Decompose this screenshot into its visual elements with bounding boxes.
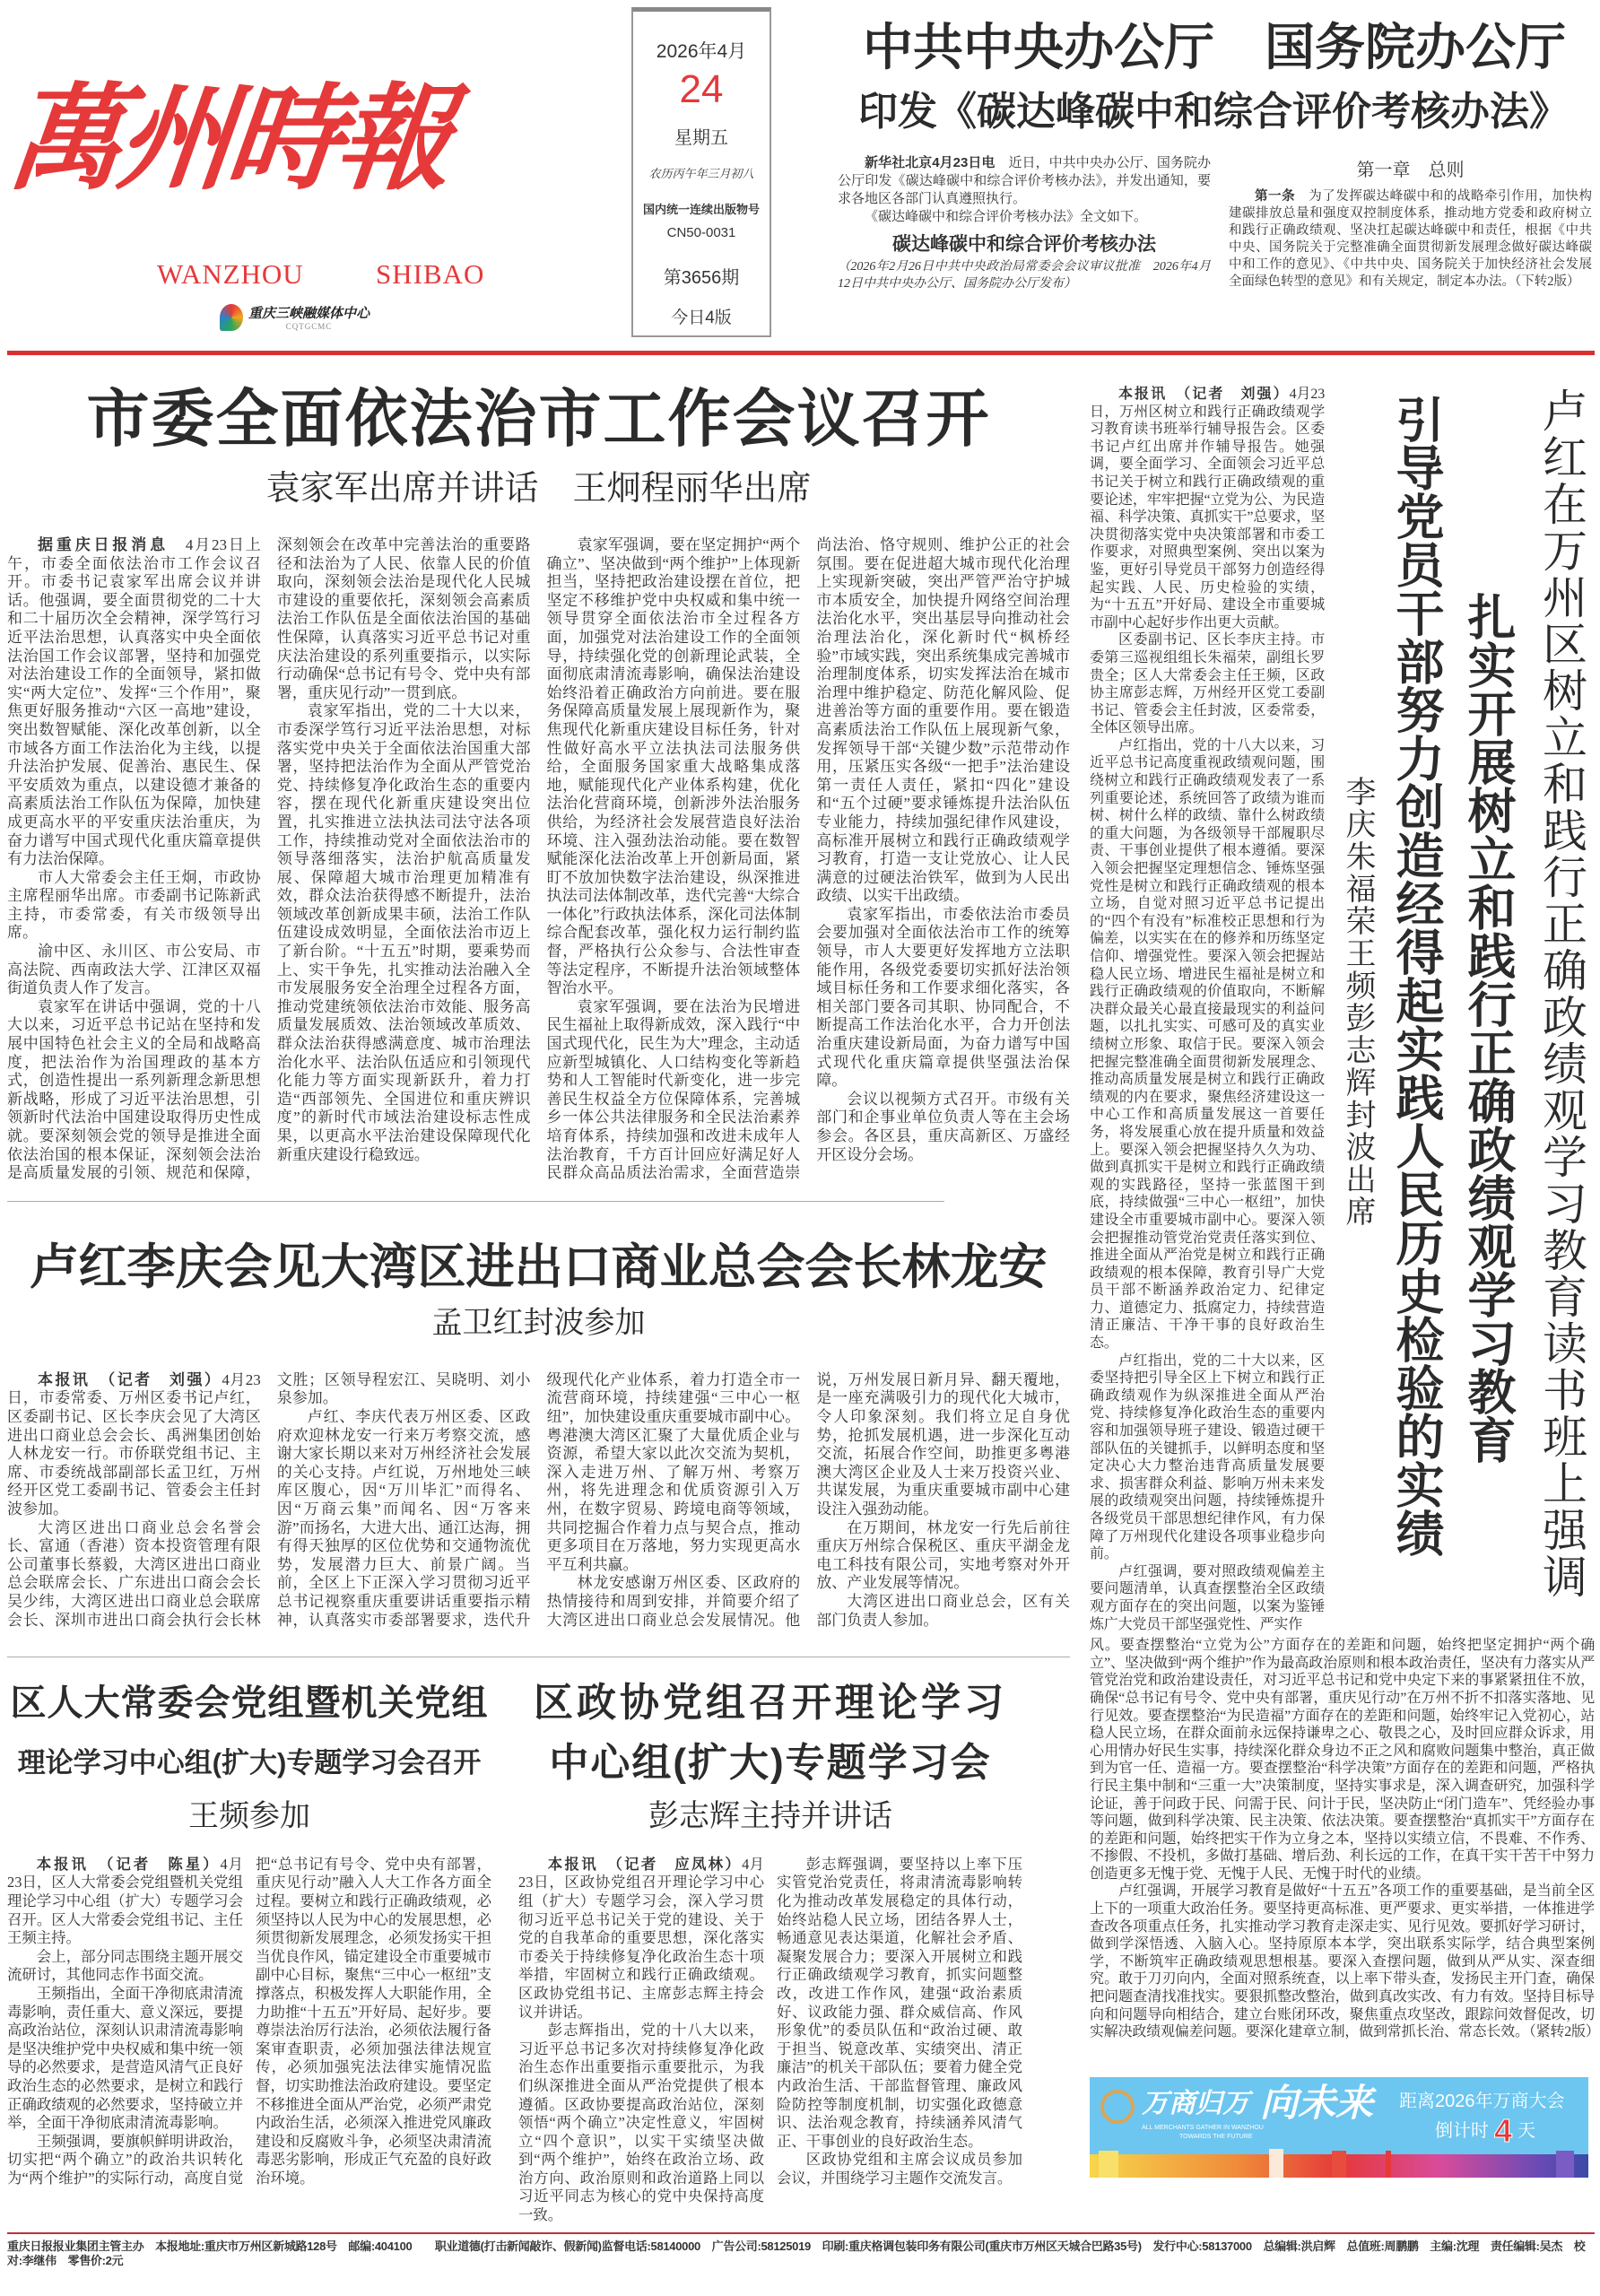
story-2-paragraph: 4月23日，市委常委、万州区委书记卢红，区委副书记、区长李庆会见了大湾区进出口商业总会会长、禹洲集团创始人林龙安一行。市侨联党组书记、主席、市委统战部副部长孟卫红，万州经开区党工委副书记、管委会主任封波参加。: [7, 1370, 261, 1518]
story-4-paragraph: 彭志辉指出，党的十八大以来，习近平总书记多次对持续修复净化政治生态作出重要指示重要批示，为我们纵深推进全面从严治党提供了根本遵循。区政协要提高政治站位，深刻领悟“两个确立”决定性意义，牢固树立“四个意识”，以实干实绩坚决做到“两个维护”，始终在政治立场、政治方向、政治原则和政治道路上同以习近平同志为核心的党中央保持高度一致。: [518, 2022, 764, 2224]
story-4-headline-line-1: 区政协党组召开理论学习: [534, 1680, 1007, 1725]
main-headline: 市委全面依法治市工作会议召开: [86, 384, 991, 454]
main-story-paragraph: 会议以视频方式召开。市级有关部门和企事业单位负责人等在主会场参会。各区县，重庆高新区、万盛经开区设分会场。: [816, 1090, 1070, 1163]
story-5-vertical-headlines: [1325, 386, 1595, 1628]
story-3-lead: 本报讯 （记者 陈星）: [36, 1856, 221, 1873]
story-5-top: [1090, 386, 1595, 1633]
story-4-subhead: 彭志辉主持并讲话: [648, 1799, 892, 1833]
story-3-paragraph: 王频指出，全面干净彻底肃清流毒影响，责任重大、意义深远，要提高政治站位，深刻认识肃清流毒影响是坚决维护党中央权威和集中统一领导的必然要求，是营造风清气正良好政治生态的必然要求，是树立和践行正确政绩观的必然要求，坚持破立并举，全面干净彻底肃清流毒影响。: [7, 1984, 243, 2132]
story-5-paragraph: 4月23日，万州区树立和践行正确政绩观学习教育读书班举行辅导报告会。区委书记卢红出席并作辅导报告。她强调，要全面学习、全面领会习近平总书记关于树立和践行正确政绩观的重要论述，牢牢把握“立党为公、为民造福、科学决策、真抓实干”总要求，坚决贯彻落实党中央决策部署和市委工作要求，对照典型案例、突出以案为鉴，更好引导党员干部努力创造经得起实践、人民、历史检验的实绩，为“十五五”开好局、建设全市重要城市副中心起好步作出更大贡献。: [1090, 387, 1325, 631]
ad-skyline-building: [1556, 2151, 1574, 2178]
ad-english-1: ALL MERCHANTS GATHER IN WANZHOU: [1142, 2124, 1264, 2131]
top-story-intro: [838, 154, 1211, 226]
story-5-paragraph: 卢红强调，要对照政绩观偏差主要问题清单，认真查摆整治全区政绩观方面存在的突出问题，以案为鉴锤炼广大党员干部坚强党性、严实作: [1090, 1563, 1325, 1632]
ad-countdown-days: 4: [1494, 2111, 1513, 2149]
top-headline-line-1: 中共中央办公厅 国务院办公厅: [863, 19, 1566, 75]
story-5-headline-line-2: 引导党员干部努力创造经得起实践人民历史检验的实绩: [1389, 395, 1443, 1557]
story-3-headline-line-1: 区人大常委会党组暨机关党组: [10, 1683, 489, 1723]
footer-imprint: 重庆日报报业集团主管主办 本报地址:重庆市万州区新城路128号 邮编:404100 职业道德(打击新闻敲诈、假新闻)监督电话:58140000 广告公司:58125019 印刷:重庆格调包装印务有限公司(重庆市万州区天城合巴路35号) 发行中心:58137000 总编辑:洪启辉 总值班:周鹏鹏 主编:沈理 责任编辑:吴杰 校对:李继伟 零售价:2元: [7, 2239, 1586, 2267]
story-3-headline-line-2: 理论学习中心组(扩大)专题学习会召开: [17, 1746, 482, 1779]
top-story-article: [1229, 188, 1592, 291]
main-story-lead: 据重庆日报消息: [38, 536, 169, 553]
story-4-paragraph: 4月23日，区政协党组召开理论学习中心组（扩大）专题学习会，深入学习贯彻习近平总书记关于党的建设、关于党的自我革命的重要思想，深化落实市委关于持续修复净化政治生态十项举措，牢固树立和践行正确政绩观。区政协党组书记、主席彭志辉主持会议并讲话。: [518, 1855, 764, 2021]
story-2-paragraph: 大湾区进出口商业总会名誉会长、富通（香港）资本投资管理有限公司董事长蔡毅，大湾区进出口商业总会联席会长、广东进出口商会会长吴少纬，大湾区进出口商业总会联席会长、深圳市进出口商会执行会长林文胜；区领导程宏江、吴晓明、刘小泉参加。: [7, 1370, 531, 1629]
story-2-headline: 卢红李庆会见大湾区进出口商业总会会长林龙安: [30, 1239, 1048, 1294]
story-2-lead: 本报讯 （记者 刘强）: [38, 1370, 222, 1388]
top-story-article-text: 为了发挥碳达峰碳中和的战略牵引作用，加快构建碳排放总量和强度双控制度体系，推动地方党委和政府树立和践行正确政绩观、坚决扛起碳达峰碳中和责任，根据《中共中央、国务院关于完整准确全面贯彻新发展理念做好碳达峰碳中和工作的意见》、《中共中央、国务院关于加快经济社会发展全面绿色转型的意见》和有关规定，制定本办法。（下转2版）: [1229, 189, 1592, 289]
story-3-body: [7, 1856, 491, 2188]
story-3-subhead: 王频参加: [188, 1799, 310, 1833]
ad-skyline-bridge: [1386, 2151, 1391, 2178]
main-story-paragraph: 4月23日上午，市委全面依法治市工作会议召开。市委书记袁家军出席会议并讲话。他强调，要全面贯彻党的二十大和二十届历次全会精神，深学笃行习近平法治思想，认真落实中央全面依法治国工作会议部署，坚持和加强党对法治建设工作的全面领导，紧扣做实“两大定位”、发挥“三个作用”，聚焦更好服务推动“六区一高地”建设，突出数智赋能、深化改革创新，以全市域各方面工作法治化为主线，以提升法治护发展、促善治、惠民生、保平安质效为重点，以建设德才兼备的高素质法治工作队伍为保障，加快建成更高水平的平安重庆法治重庆，为奋力谱写中国式现代化重庆篇章提供有力法治保障。: [7, 536, 261, 868]
masthead-logo: 萬州時報: [2, 72, 454, 206]
date-lunar: 农历丙午年三月初八: [648, 167, 754, 180]
date-year-month: 2026年4月: [656, 41, 747, 62]
story-4-lead: 本报讯 （记者 应凤林）: [547, 1856, 743, 1873]
serial-label: 国内统一连续出版物号: [642, 203, 760, 216]
story-4-body: [518, 1856, 1022, 2225]
main-story-paragraph: 袁家军指出，市委依法治市委员会要加强对全面依法治市工作的统筹领导，市人大要更好发挥地方立法职能作用，各级党委要切实抓好法治领域目标任务和工作要求细化落实，各相关部门要各司其职、协同配合，不断提高工作法治化水平，合力开创法治重庆建设新局面，为奋力谱写中国式现代化重庆篇章提供坚强法治保障。: [816, 905, 1070, 1090]
story-3: [7, 1675, 491, 2225]
story-5-lead: 本报讯 （记者 刘强）: [1118, 387, 1290, 402]
publisher-logo-name: 重庆三峡融媒体中心: [248, 307, 370, 321]
main-story-paragraph: 袁家军指出，党的二十大以来，市委深学笃行习近平法治思想，对标落实党中央关于全面依法治国重大部署，坚持把法治作为全面从严管党治党、持续修复净化政治生态的重要内容，摆在现代化新重庆建设突出位置，扎实推进立法执法司法守法各项工作，持续推动党对全面依法治市的领导落细落实，法治护航高质量发展、保障超大城市治理更加精准有效，群众法治获得感不断提升，法治领域改革创新成果丰硕，法治工作队伍建设成效明显，全面依法治市迈上了新台阶。“十五五”时期，要乘势而上、实干争先，扎实推动法治融入全市发展服务安全治理全过程各方面，推动党建统领依法治市效能、服务高质量发展质效、法治领域改革质效、群众法治获得感满意度、城市治理法治化水平、法治队伍适应和引领现代化能力等方面实现新跃升，着力打造“西部领先、全国进位和重庆辨识度”的新时代市域法治建设标志性成果，以更高水平法治建设保障现代化新重庆建设行稳致远。: [276, 702, 531, 1163]
story-2-paragraph: 林龙安感谢万州区委、区政府的热情接待和周到安排，并简要介绍了大湾区进出口商业总会发展情况。他说，万州发展日新月异、翻天覆地，是一座充满吸引力的现代化大城市，令人印象深刻。我们将立足自身优势，抢抓发展机遇，进一步深化互动交流，拓展合作空间，助推更多粤港澳大湾区企业及人士来万投资兴业、共谋发展，为重庆重要城市副中心建设注入强劲动能。: [546, 1370, 1070, 1629]
top-story-doc-note: （2026年2月26日中共中央政治局常委会会议审议批准 2026年4月12日中共中央办公厅、国务院办公厅发布）: [838, 260, 1211, 291]
top-story-paragraph: 近日，中共中央办公厅、国务院办公厅印发《碳达峰碳中和综合评价考核办法》，并发出通知，要求各地区各部门认真遵照执行。: [838, 156, 1211, 206]
publisher-logo-abbr: CQTGCMC: [285, 322, 333, 331]
main-subhead: 袁家军出席并讲话 王炯程丽华出席: [265, 470, 812, 508]
story-4: [518, 1675, 1022, 2225]
story-2-body: [7, 1371, 1070, 1637]
date-box: [631, 7, 771, 337]
issue-number: 第3656期: [663, 268, 740, 288]
top-story-paragraph: 《碳达峰碳中和综合评价考核办法》全文如下。: [865, 210, 1148, 224]
top-story-right-block: [1229, 158, 1592, 291]
publisher-logo: [220, 303, 370, 331]
story-5-paragraph: 区委副书记、区长李庆主持。市委第三巡视组组长朱福荣，副组长罗贵全；区人大常委会主任王频，区政协主席彭志辉，万州经开区党工委副书记、管委会主任封波，区委常委，全体区领导出席。: [1090, 632, 1325, 736]
date-day: 24: [679, 67, 724, 111]
main-story-paragraph: 袁家军强调，要在坚定拥护“两个确立”、坚决做到“两个维护”上体现新担当，坚持把政治建设摆在首位，把坚定不移维护党中央权威和集中统一领导贯穿全面依法治市全过程各方面，加强党对法治建设工作的全面领导，持续强化党的创新理论武装，全面彻底肃清流毒影响，确保法治建设始终沿着正确政治方向前进。要在服务保障高质量发展上展现新作为，聚焦现代化新重庆建设目标任务，针对性做好高水平立法执法司法服务供给，全面服务国家重大战略集成落地，赋能现代化产业体系构建，优化法治化营商环境，创新涉外法治服务供给，为经济社会发展营造良好法治环境、注入强劲法治动能。要在数智赋能深化法治改革上开创新局面，紧盯不放加快数字法治建设，纵深推进执法司法体制改革，迭代完善“大综合一体化”行政执法体系，深化司法体制综合配套改革，强化权力运行制约监督，严格执行公众参与、合法性审查等法定程序，不断提升法治领域整体智治水平。: [546, 536, 801, 997]
story-2-paragraph: 卢红、李庆代表万州区委、区政府欢迎林龙安一行来万考察交流，感谢大家长期以来对万州经济社会发展的关心支持。卢红说，万州地处三峡库区腹心，因“万川毕汇”而得名、因“万商云集”而闻名、因“万客来游”而扬名，大进大出、通江达海，拥有得天独厚的区位优势和交通物流优势，发展潜力巨大、前景广阔。当前，全区上下正深入学习贯彻习近平总书记视察重庆重要讲话重要指示精神，认真落实市委部署要求，迭代升级现代化产业体系，着力打造全市一流营商环境，持续建强“三中心一枢纽”，加快建设重庆重要城市副中心。粤港澳大湾区汇聚了大量优质企业与资源，希望大家以此次交流为契机，深入走进万州、了解万州、考察万州，将先进理念和优质资源引入万州，在数字贸易、跨境电商等领域，共同挖掘合作着力点与契合点，推动更多项目在万落地，努力实现更高水平互利共赢。: [276, 1370, 801, 1629]
story-4-paragraph: 彭志辉强调，要坚持以上率下压实管党治党责任，将肃清流毒影响转化为推动改革发展稳定的具体行动，始终站稳人民立场，团结各界人士，畅通意见表达渠道，化解社会矛盾、凝聚发展合力；要深入开展树立和践行正确政绩观学习教育，抓实问题整改，改进工作作风，建强“政治素质好、议政能力强、群众威信高、作风形象优”的委员队伍和“政治过硬、敢于担当、锐意改革、实绩突出、清正廉洁”的机关干部队伍；要着力健全党内政治生活、干部监督管理、廉政风险防控等制度机制，切实强化政德意识、法治观念教育，持续涵养风清气正、干事创业的良好政治生态。: [777, 1855, 1022, 2150]
ad-skyline-building: [1099, 2151, 1118, 2178]
ad-skyline-tower: [1269, 2149, 1283, 2178]
ad-slogan: 向未来: [1260, 2083, 1374, 2125]
top-story-doc-title: 碳达峰碳中和综合评价考核办法: [892, 233, 1156, 255]
main-story-paragraph: 市人大常委会主任王炯，市政协主席程丽华出席。市委副书记陈新武主持，市委常委，有关市级领导出席。: [7, 868, 261, 942]
ad-countdown: [1435, 2113, 1535, 2149]
masthead-english-name: WANZHOU SHIBAO: [157, 258, 485, 290]
story-5-kicker: 卢红在万州区树立和践行正确政绩观学习教育读书班上强调: [1536, 387, 1587, 1600]
bottom-stories-row: [7, 1675, 1070, 2225]
story-3-paragraph: 会上，部分同志围绕主题开展交流研讨，其他同志作书面交流。: [7, 1947, 243, 1984]
story-3-paragraph: 4月23日，区人大常委会党组暨机关党组理论学习中心组（扩大）专题学习会召开。区人大常委会党组书记、主任王频主持。: [7, 1855, 243, 1947]
left-news-area: [7, 377, 1070, 2225]
story-5-paragraph: 卢红强调，开展学习教育是做好“十五五”各项工作的重要基础，是当前全区上下的一项重大政治任务。要坚持更高标准、更严要求、更实举措，一体推进学查改各项重点任务，扎实推动学习教育走深走实、见行见效。要抓好学习研讨，做到学深悟透、入脑入心。坚持原原本本学，突出联系实际学，结合典型案例学，不断筑牢正确政绩观思想根基。要深入查摆问题，做到从严从实、深查细究。敢于刀刃向内，全面对照系统查，以上率下带头查，发扬民主开门查，确保把问题查清找准找实。要狠抓整改整治，做到真改实改、有力有效。坚持目标导向和问题导向相结合，建立台账闭环改，聚焦重点攻坚改，跟踪问效督促改，切实解决政绩观偏差问题。要深化建章立制，做到常抓长治、常态长效。（紧转2版）: [1090, 1883, 1600, 2040]
story-2-subhead: 孟卫红封波参加: [431, 1306, 646, 1340]
top-story-chapter: 第一章 总则: [1356, 161, 1465, 180]
story-5-paragraph: 卢红指出，党的二十大以来，区委坚持把引导全区上下树立和践行正确政绩观作为纵深推进全面从严治党、持续修复净化政治生态的重要内容和加强领导班子建设、锻造过硬干部队伍的关键抓手，以鲜明态度和坚定决心大力整治违背高质量发展要求、损害群众利益、影响万州未来发展的政绩观突出问题，持续锤炼提升各级党员干部思想纪律作风，有力保障了万州现代化建设各项事业稳步向前。: [1090, 1352, 1325, 1562]
ad-countdown-title: 距离2026年万商大会: [1399, 2091, 1565, 2111]
footer-divider: [7, 2232, 1595, 2234]
story-3-paragraph: 王频强调，要旗帜鲜明讲政治，切实把“两个确立”的政治共识转化为“两个维护”的实际行动，高度自觉把“总书记有号令、党中央有部署，重庆见行动”融入人大工作各方面全过程。要树立和践行正确政绩观，必须坚持以人民为中心的发展思想，必须贯彻新发展理念，必须发扬实干担当优良作风，锚定建设全市重要城市副中心目标，聚焦“三中心一枢纽”支撑落点，积极发挥人大职能作用，全力助推“十五五”开好局、起好步。要尊崇法治厉行法治，必须依法履行备案审查职责，必须加强法律法规宣传，必须加强宪法法律实施情况监督，切实助推法治政府建设。要坚定不移推进全面从严治党，必须严肃党内政治生活，必须深入推进党风廉政建设和反腐败斗争，必须坚决肃清流毒恶劣影响，形成正气充盈的良好政治环境。: [7, 1855, 491, 2187]
story-4-paragraph: 区政协党组和主席会议成员参加会议，并围绕学习主题作交流发言。: [777, 2151, 1022, 2187]
story-2-paragraph: 大湾区进出口商业总会，区有关部门负责人参加。: [816, 1592, 1070, 1629]
date-weekday: 星期五: [674, 128, 728, 148]
story-2-paragraph: 在万期间，林龙安一行先后前往重庆万州综合保税区、重庆平湖金龙电工科技有限公司，实地考察对外开放、产业发展等情况。: [816, 1518, 1070, 1592]
ad-skyline-building: [1332, 2151, 1346, 2178]
story-4-headline-line-2: 中心组(扩大)专题学习会: [549, 1740, 992, 1785]
top-headline-line-2: 印发《碳达峰碳中和综合评价考核办法》: [858, 90, 1569, 134]
ad-english-2: TOWARDS THE FUTURE: [1179, 2133, 1253, 2140]
ad-countdown-prefix: 倒计时: [1435, 2120, 1489, 2141]
story-5-body-wide: [1090, 1637, 1600, 2041]
top-story-lead: 新华社北京4月23日电: [865, 155, 996, 170]
top-story-left-block: [838, 154, 1211, 292]
story-5-subhead: 李庆朱福荣王频彭志辉封波出席: [1341, 776, 1374, 1228]
story-5-body-narrow: [1090, 386, 1325, 1633]
main-story-paragraph: 渝中区、永川区、市公安局、市高法院、西南政法大学、江津区双福街道负责人作了发言。: [7, 943, 261, 997]
right-news-area: [1090, 386, 1600, 2178]
ad-countdown-suffix: 天: [1517, 2120, 1536, 2141]
main-story-paragraph: 袁家军在讲话中强调，党的十八大以来，习近平总书记站在坚持和发展中国特色社会主义的全局和战略高度，把法治作为治国理政的基本方式，创造性提出一系列新理念新思想新战略，形成了习近平法治思想，引领新时代法治中国建设取得历史性成就。要深刻领会党的领导是推进全面依法治国的根本保证，深刻领会法治是高质量发展的引领、规范和保障，深刻领会在改革中完善法治的重要路径和法治为了人民、依靠人民的价值取向，深刻领会法治是现代化人民城市建设的重要依托，深刻领会高素质法治工作队伍是全面依法治国的基础性保障，认真落实习近平总书记对重庆法治建设的系列重要指示，以实际行动确保“总书记有号令、党中央有部署，重庆见行动”一贯到底。: [7, 536, 531, 1182]
ad-brand: 万商归万: [1142, 2088, 1249, 2118]
page-count: 今日4版: [671, 309, 732, 327]
story-5-headline-line-1: 扎实开展树立和践行正确政绩观学习教育: [1461, 592, 1515, 1464]
story-5-paragraph: 风。要查摆整治“立党为公”方面存在的差距和问题，始终把坚定拥护“两个确立”、坚决做到“两个维护”作为最高政治原则和根本政治责任，坚决有力落实从严管党治党和政治建设责任，对习近平总书记和党中央定下来的事紧紧扭住不放，确保“总书记有号令、党中央有部署，重庆见行动”在万州不折不扣落实落地、见行见效。要查摆整治“为民造福”方面存在的差距和问题，始终牢记入党初心，站稳人民立场，在群众面前永远保持谦卑之心、敬畏之心，及时回应群众诉求，用心用情办好民生实事，持续深化群众身边不正之风和腐败问题集中整治，真正做到为官一任、造福一方。要查摆整治“科学决策”方面存在的差距和问题，严格执行民主集中制和“三重一大”决策制度，坚持实事求是，深入调查研究，加强科学论证，善于问政于民、问需于民、问计于民，坚决防止“闭门造车”、凭经验办事等问题，做到科学决策、民主决策、依法决策。要查摆整治“真抓实干”方面存在的差距和问题，始终把实干作为立身之本，坚持以实绩立信，不畏难、不作秀、不掺假、不投机，多做打基础、增后劲、利长远的工作，在真干实干苦干中努力创造更多无愧于党、无愧于人民、无愧于时代的业绩。: [1090, 1638, 1595, 1882]
top-story-article-label: 第一条: [1255, 189, 1296, 204]
serial-number: CN50-0031: [666, 225, 736, 240]
wanshang-conference-ad[interactable]: [1090, 2077, 1588, 2178]
main-story-paragraph: 袁家军强调，要在法治为民增进民生福祉上取得新成效，深入践行“中国式现代化，民生为大”理念，主动适应新型城镇化、人口结构变化等新趋势和人工智能时代新变化，进一步完善民生权益全方位保障体系，完善城乡一体公共法律服务和全民法治素养培育体系，持续加强和改进未成年人法治教育，千方百计回应好满足好人民群众高品质法治需求，全面营造崇尚法治、恪守规则、维护公正的社会氛围。要在促进超大城市现代化治理上实现新突破，突出严管严治守护城市本质安全，加快提升网络空间治理法治化水平，突出基层导向推动社会治理法治化，深化新时代“枫桥经验”市域实践，突出系统集成完善城市治理制度体系，切实发挥法治在城市治理中维护稳定、防范化解风险、促进善治等方面的重要作用。要在锻造高素质法治工作队伍上展现新气象，发挥领导干部“关键少数”示范带动作用，压紧压实各级“一把手”法治建设第一责任人责任，紧扣“四化”建设和“五个过硬”要求锤炼提升法治队伍专业能力，持续加强纪律作风建设，高标准开展树立和践行正确政绩观学习教育，打造一支让党放心、让人民满意的过硬法治铁军，做到为人民出政绩、以实干出政绩。: [546, 536, 1070, 1182]
section-divider: [7, 1201, 944, 1202]
masthead-divider: [7, 351, 1595, 355]
main-story-body: [7, 536, 1070, 1183]
publisher-logo-icon: [220, 304, 243, 331]
coin-logo-icon: [1100, 2090, 1135, 2124]
story-5-paragraph: 卢红指出，党的十八大以来，习近平总书记高度重视政绩观问题，围绕树立和践行正确政绩观发表了一系列重要论述，系统回答了政绩为谁而树、树什么样的政绩、靠什么树政绩的重大问题，为各级领导干部履职尽责、干事创业提供了根本遵循。要深入领会把握坚定理想信念、锤炼坚强党性是树立和践行正确政绩观的根本立场，自觉对照习近平总书记提出的“四个有没有”标准校正思想和行为偏差，以实实在在的修养和历练坚定信仰、增强党性。要深入领会把握站稳人民立场、增进民生福祉是树立和践行正确政绩观的价值取向，不断解决群众最关心最直接最现实的利益问题，以扎扎实实、可感可及的真实业绩树立形象、取信于民。要深入领会把握完整准确全面贯彻新发展理念、推动高质量发展是树立和践行正确政绩观的内在要求，聚焦经济建设这一中心工作和高质量发展这一首要任务，将发展重心放在提升质量和效益上。要深入领会把握坚持久久为功、做到真抓实干是树立和践行正确政绩观的实践路径，坚持一张蓝图干到底，持续做强“三中心一枢纽”，加快建设全市重要城市副中心。要深入领会把握推动管党治党责任落实到位、推进全面从严治党是树立和践行正确政绩观的根本保障，教育引导广大党员干部不断涵养政治定力、纪律定力、道德定力、抵腐定力，持续营造清正廉洁、干净干事的良好政治生态。: [1090, 737, 1325, 1352]
